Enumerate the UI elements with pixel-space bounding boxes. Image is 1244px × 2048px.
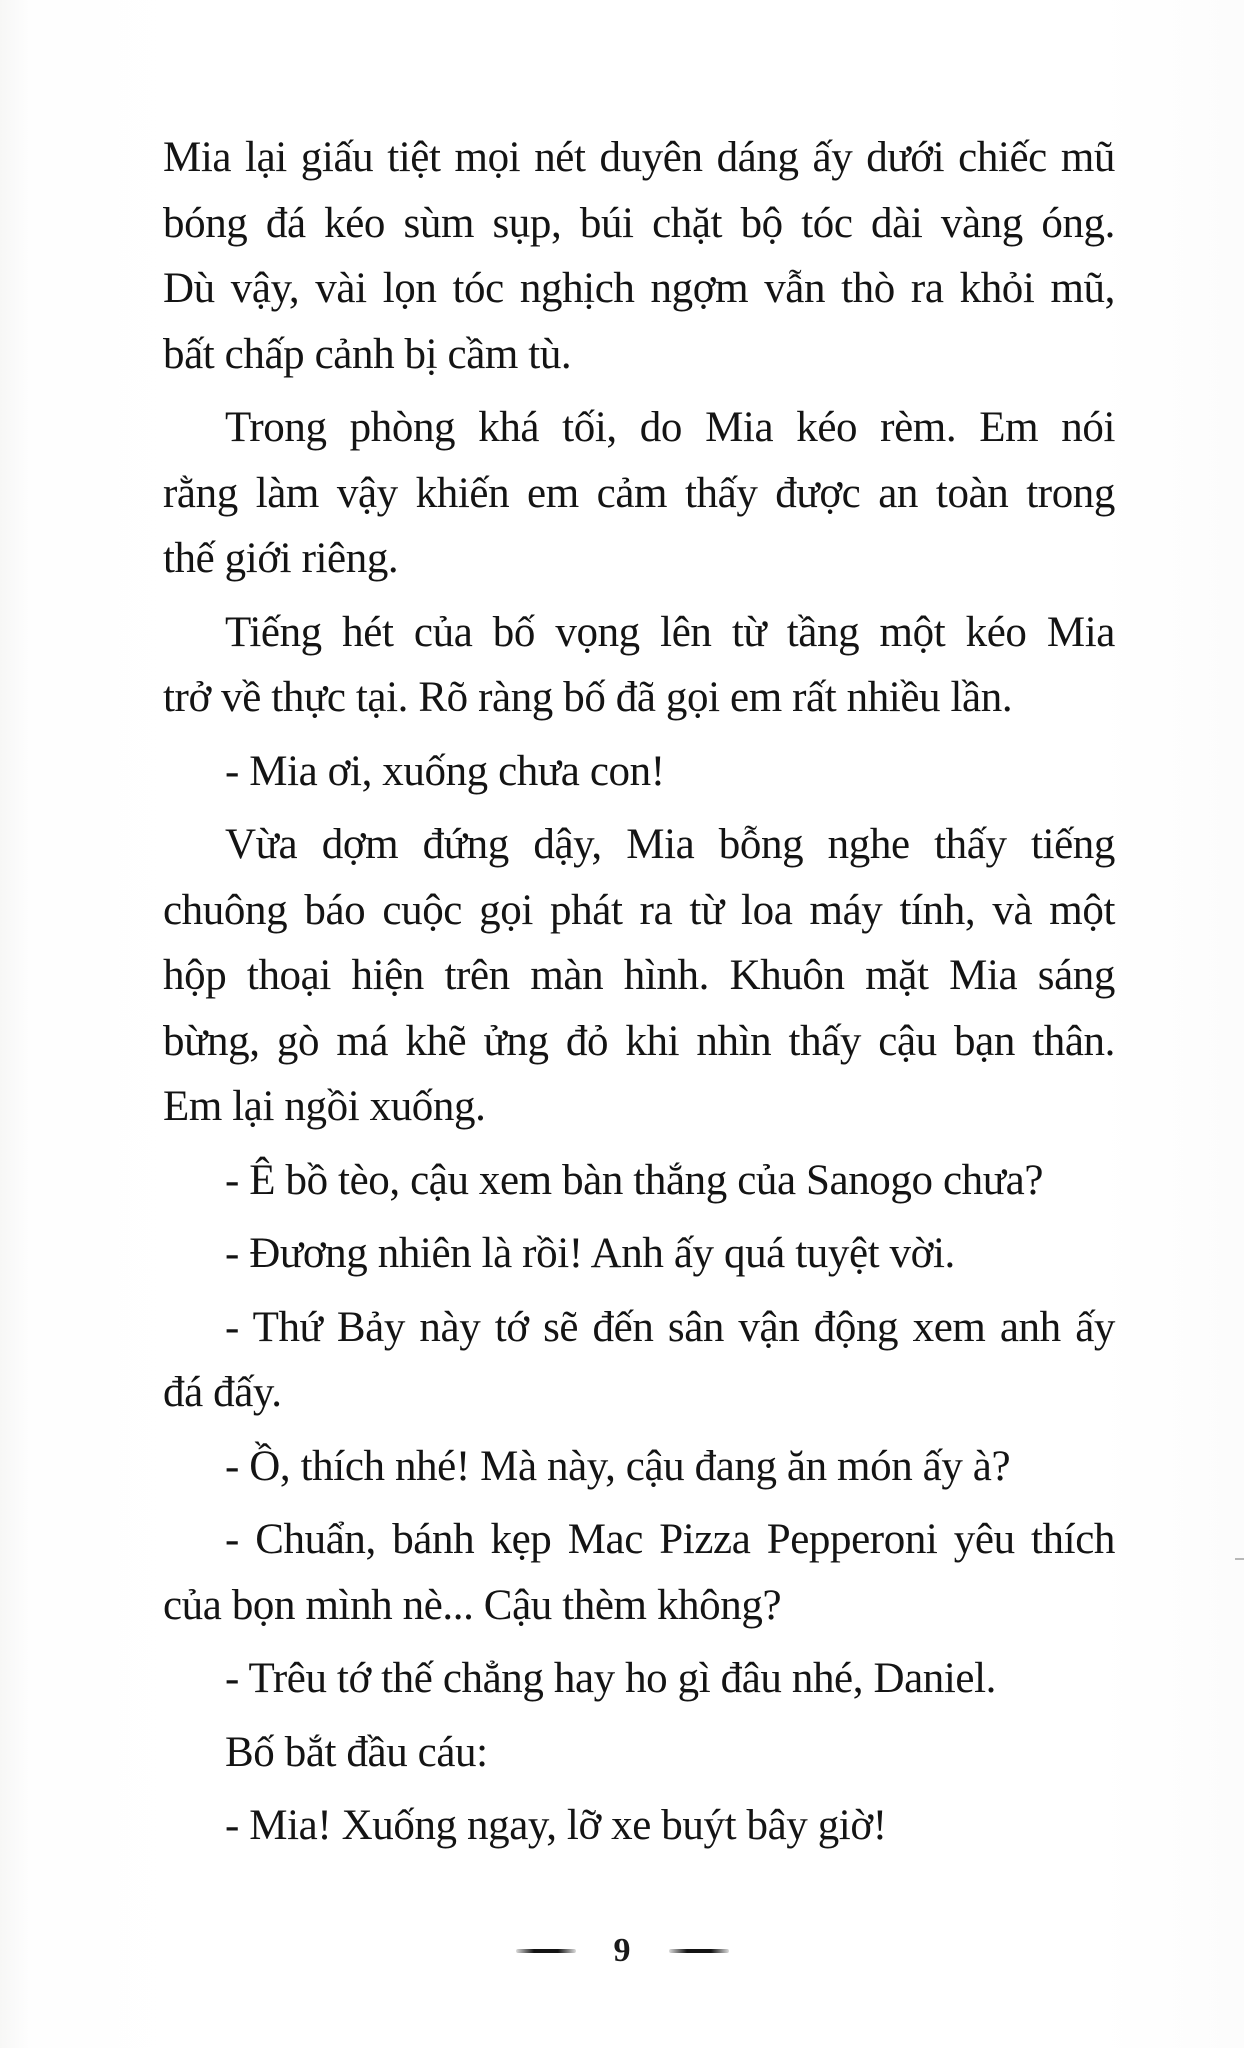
text-line: rằng làm vậy khiến em cảm thấy được an toàn trong (163, 469, 1115, 517)
text-line: Mia lại giấu tiệt mọi nét duyên dáng ấy dưới chiếc mũ (163, 134, 1115, 181)
text-line: của bọn mình nè... Cậu thèm không? (163, 1581, 782, 1629)
text-line: bất chấp cảnh bị cầm tù. (163, 330, 572, 378)
text-line: - Mia! Xuống ngay, lỡ xe buýt bây giờ! (225, 1802, 887, 1849)
paragraph-narrative (163, 812, 1115, 1140)
page-number: 9 (613, 1932, 631, 1969)
text-line: bừng, gò má khẽ ửng đỏ khi nhìn thấy cậu bạn thân. (163, 1017, 1115, 1065)
text-line: - Đương nhiên là rồi! Anh ấy quá tuyệt vời. (225, 1230, 955, 1277)
text-line: chuông báo cuộc gọi phát ra từ loa máy tính, và một (163, 886, 1115, 934)
text-line: Em lại ngồi xuống. (163, 1083, 486, 1130)
text-line: bóng đá kéo sùm sụp, búi chặt bộ tóc dài vàng óng. (163, 199, 1115, 247)
text-line: - Mia ơi, xuống chưa con! (225, 747, 665, 795)
paragraph-narrative (163, 1720, 1115, 1786)
text-line: đá đấy. (163, 1369, 282, 1416)
text-line: Tiếng hét của bố vọng lên từ tầng một kéo Mia (225, 608, 1115, 656)
paragraph-dialogue (163, 1221, 1115, 1287)
paragraph-narrative (163, 125, 1115, 387)
paragraph-dialogue (163, 1507, 1115, 1638)
paragraph-dialogue (163, 739, 1115, 805)
paragraph-dialogue (163, 1434, 1115, 1500)
page-footer (0, 1932, 1244, 1970)
paragraph-dialogue (163, 1646, 1115, 1712)
text-line: hộp thoại hiện trên màn hình. Khuôn mặt Mia sáng (163, 952, 1115, 999)
paragraph-narrative (163, 600, 1115, 731)
text-line: - Thứ Bảy này tớ sẽ đến sân vận động xem anh ấy (225, 1303, 1115, 1351)
paragraph-narrative (163, 395, 1115, 592)
scan-artifact (1235, 1558, 1244, 1560)
text-line: thế giới riêng. (163, 535, 399, 582)
body-text (163, 125, 1115, 1867)
text-line: Dù vậy, vài lọn tóc nghịch ngợm vẫn thò ra khỏi mũ, (163, 265, 1115, 312)
text-line: Bố bắt đầu cáu: (225, 1728, 488, 1776)
text-line: trở về thực tại. Rõ ràng bố đã gọi em rất nhiều lần. (163, 674, 1013, 721)
paragraph-dialogue (163, 1148, 1115, 1214)
text-line: - Ê bồ tèo, cậu xem bàn thắng của Sanogo chưa? (225, 1156, 1044, 1204)
text-line: - Chuẩn, bánh kẹp Mac Pizza Pepperoni yêu thích (225, 1516, 1115, 1563)
text-line: Vừa dợm đứng dậy, Mia bỗng nghe thấy tiếng (225, 821, 1115, 868)
text-line: Trong phòng khá tối, do Mia kéo rèm. Em nói (225, 404, 1115, 451)
text-line: - Trêu tớ thế chẳng hay ho gì đâu nhé, Daniel. (225, 1655, 997, 1702)
paragraph-dialogue (163, 1295, 1115, 1426)
right-dash-ornament (669, 1949, 729, 1953)
paragraph-dialogue (163, 1793, 1115, 1859)
text-line: - Ồ, thích nhé! Mà này, cậu đang ăn món ấy à? (225, 1442, 1011, 1490)
left-dash-ornament (516, 1949, 576, 1953)
